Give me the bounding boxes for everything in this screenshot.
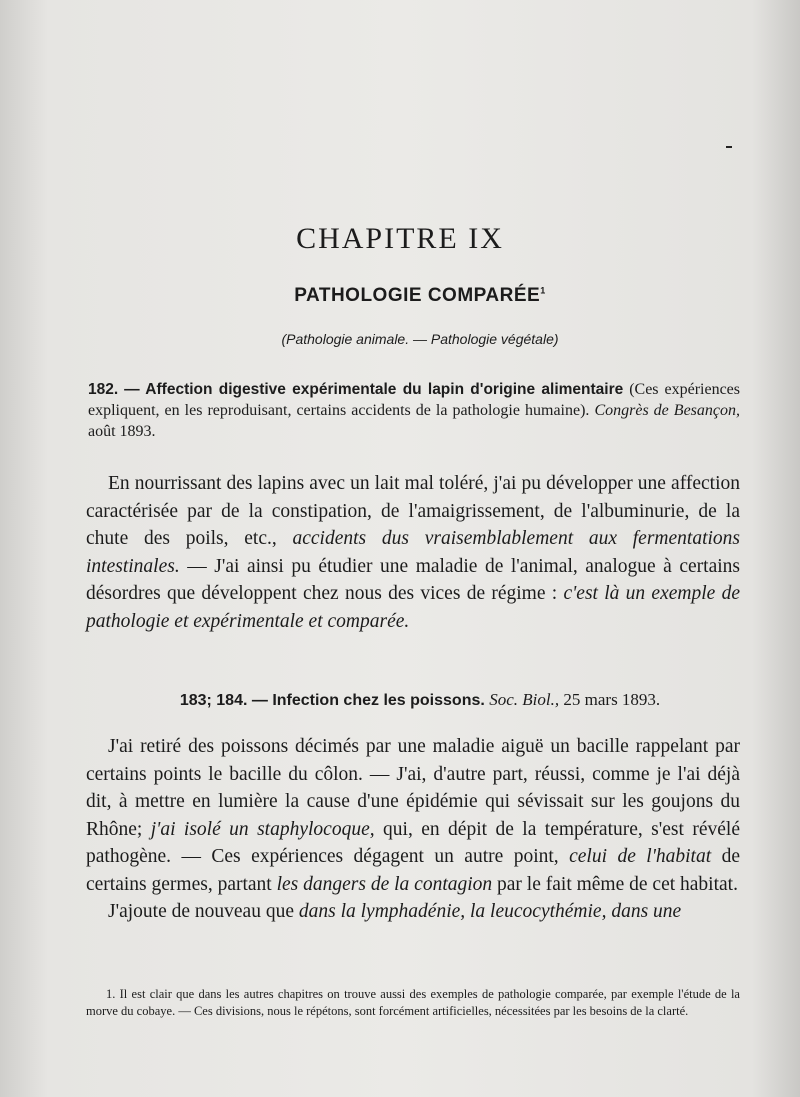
entry-venue: Soc. Biol., <box>489 690 560 709</box>
paragraph-emphasis: dans la lymphadénie, la leucocythémie, dans une <box>298 901 682 922</box>
bibliography-entry-183 <box>0 690 800 710</box>
footnote-ref: 1 <box>540 285 546 296</box>
paragraph-text: En nourrissant des lapins avec un lait mal toléré, j'ai pu développer une affection caractérisée par de la constipation, de l'amaigrissement, de l'albuminurie, de la chute des poils, etc., <box>86 473 740 549</box>
chapter-subtitle: (Pathologie animale. — Pathologie végétale) <box>281 331 559 347</box>
entry-number: 183; 184. <box>179 692 248 709</box>
body-paragraph-1 <box>86 470 740 635</box>
paragraph-emphasis: c'est là un exemple de pathologie et expérimentale et comparée. <box>86 583 740 632</box>
bibliography-entry-182 <box>88 379 740 442</box>
entry-description: (Ces expériences expliquent, en les reproduisant, certains accidents de la pathologie humaine). <box>88 381 740 419</box>
paragraph-emphasis: j'ai isolé un staphylocoque, <box>150 818 375 840</box>
footnote <box>86 986 740 1019</box>
chapter-heading: CHAPITRE IX <box>296 222 504 255</box>
paragraph-text: — J'ai ainsi pu étudier une maladie de l'animal, analogue à certains désordres que développent chez nous des vices de régime : <box>86 555 740 604</box>
body-paragraph-2 <box>86 733 740 898</box>
entry-number: 182. <box>88 381 119 398</box>
paragraph-emphasis: celui de l'habitat <box>569 846 712 867</box>
entry-date: 25 mars 1893. <box>559 690 661 709</box>
paragraph-text: J'ajoute de nouveau que <box>108 901 299 922</box>
entry-title: — Affection digestive expérimentale du lapin d'origine alimentaire <box>124 381 624 398</box>
paragraph-emphasis: les dangers de la contagion <box>276 873 493 895</box>
paragraph-emphasis: accidents dus vraisemblablement aux fermentations intestinales. <box>86 528 740 577</box>
paragraph-text: par le fait même de cet habitat. <box>492 873 738 895</box>
entry-venue: Congrès de Besançon, <box>594 402 740 419</box>
entry-date: août 1893. <box>88 423 156 440</box>
body-paragraphs-2 <box>86 733 740 926</box>
paragraph-text: de certains germes, partant <box>86 846 740 895</box>
paragraph-text: J'ai retiré des poissons décimés par une maladie aiguë un bacille rappelant par certains points le bacille du côlon. — J'ai, d'autre part, réussi, comme je l'ai déjà dit, à mettre en lumière la cause d'une épidémie qui sévissait sur les goujons du Rhône; <box>86 736 740 840</box>
body-paragraph-3 <box>86 898 740 926</box>
paragraph-text: qui, en dépit de la température, s'est révélé pathogène. — Ces expériences dégagent un autre point, <box>86 818 740 867</box>
footnote-text: 1. Il est clair que dans les autres chapitres on trouve aussi des exemples de pathologie comparée, par exemple l'étude de la morve du cobaye. — Ces divisions, nous le répétons, sont forcément artificielles, nécessitées par les besoins de la clarté. <box>86 987 740 1018</box>
entry-title: — Infection chez les poissons. <box>247 692 490 709</box>
chapter-title <box>0 285 800 307</box>
chapter-title-text: PATHOLOGIE COMPARÉE <box>294 285 541 306</box>
margin-mark <box>726 146 732 148</box>
